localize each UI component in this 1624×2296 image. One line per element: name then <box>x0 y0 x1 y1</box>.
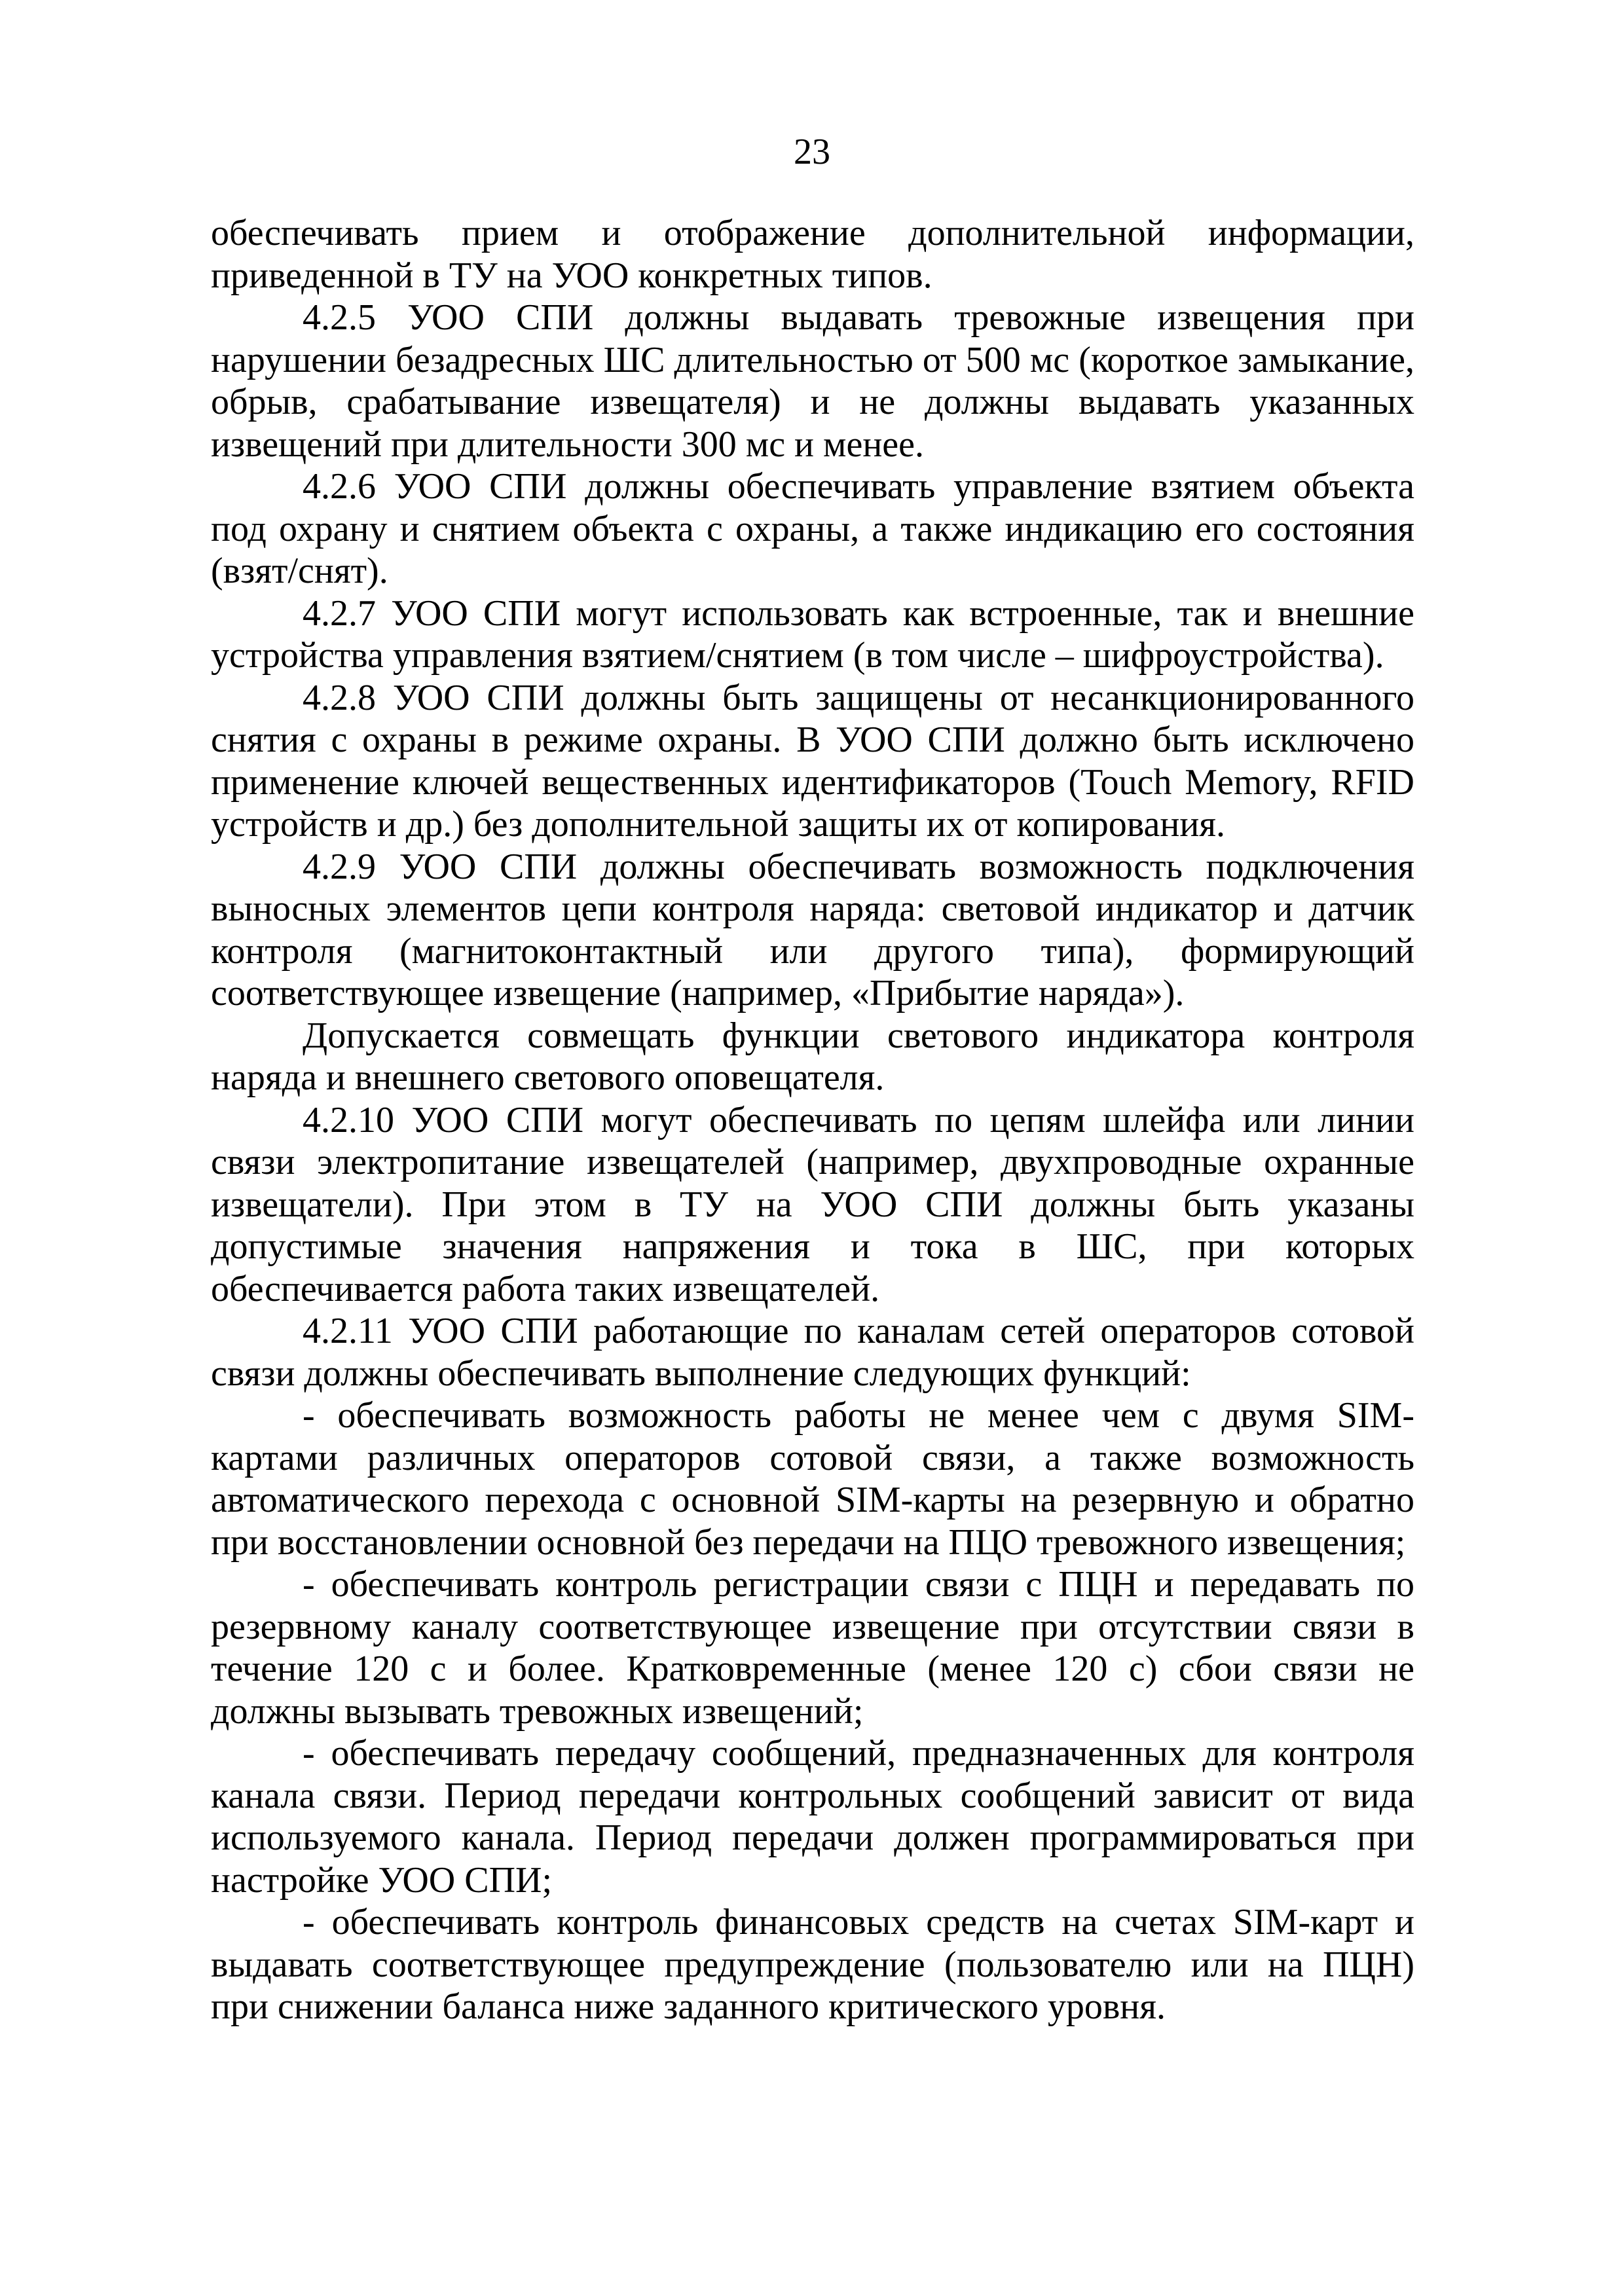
list-item-connection-control: - обеспечивать контроль регистрации связи с ПЦН и передавать по резервному каналу соответствующее извещение при отсутствии связи в течение 120 с и более. Кратковременные (менее 120 с) сбои связи не должны вызывать тревожных извещений; <box>211 1564 1414 1732</box>
list-item-sim-cards: - обеспечивать возможность работы не менее чем с двумя SIM-картами различных операторов сотовой связи, а также возможность автоматического перехода с основной SIM-карты на резервную и обратно при восстановлении основной без передачи на ПЦО тревожного извещения; <box>211 1395 1414 1563</box>
paragraph-continuation: обеспечивать прием и отображение дополнительной информации, приведенной в ТУ на УОО конкретных типов. <box>211 213 1414 296</box>
paragraph-4-2-5: 4.2.5 УОО СПИ должны выдавать тревожные извещения при нарушении безадресных ШС длительностью от 500 мс (короткое замыкание, обрыв, срабатывание извещателя) и не должны выдавать указанных извещений при длительности 300 мс и менее. <box>211 297 1414 465</box>
list-item-balance-control: - обеспечивать контроль финансовых средств на счетах SIM-карт и выдавать соответствующее предупреждение (пользователю или на ПЦН) при снижении баланса ниже заданного критического уровня. <box>211 1902 1414 2027</box>
paragraph-4-2-6: 4.2.6 УОО СПИ должны обеспечивать управление взятием объекта под охрану и снятием объекта с охраны, а также индикацию его состояния (взят/снят). <box>211 466 1414 591</box>
paragraph-4-2-9-note: Допускается совмещать функции светового индикатора контроля наряда и внешнего светового оповещателя. <box>211 1015 1414 1098</box>
page-number: 23 <box>794 132 830 172</box>
paragraph-4-2-11: 4.2.11 УОО СПИ работающие по каналам сетей операторов сотовой связи должны обеспечивать выполнение следующих функций: <box>211 1311 1414 1394</box>
document-body <box>211 212 1414 2028</box>
paragraph-4-2-8: 4.2.8 УОО СПИ должны быть защищены от несанкционированного снятия с охраны в режиме охраны. В УОО СПИ должно быть исключено применение ключей вещественных идентификаторов (Touch Memory, RFID устройств и др.) без дополнительной защиты их от копирования. <box>211 677 1414 845</box>
paragraph-4-2-7: 4.2.7 УОО СПИ могут использовать как встроенные, так и внешние устройства управления взятием/снятием (в том числе – шифроустройства). <box>211 592 1414 676</box>
paragraph-4-2-10: 4.2.10 УОО СПИ могут обеспечивать по цепям шлейфа или линии связи электропитание извещателей (например, двухпроводные охранные извещатели). При этом в ТУ на УОО СПИ должны быть указаны допустимые значения напряжения и тока в ШС, при которых обеспечивается работа таких извещателей. <box>211 1099 1414 1309</box>
list-item-test-messages: - обеспечивать передачу сообщений, предназначенных для контроля канала связи. Период передачи контрольных сообщений зависит от вида используемого канала. Период передачи должен программироваться при настройке УОО СПИ; <box>211 1733 1414 1901</box>
paragraph-4-2-9: 4.2.9 УОО СПИ должны обеспечивать возможность подключения выносных элементов цепи контроля наряда: световой индикатор и датчик контроля (магнитоконтактный или другого типа), формирующий соответствующее извещение (например, «Прибытие наряда»). <box>211 846 1414 1013</box>
